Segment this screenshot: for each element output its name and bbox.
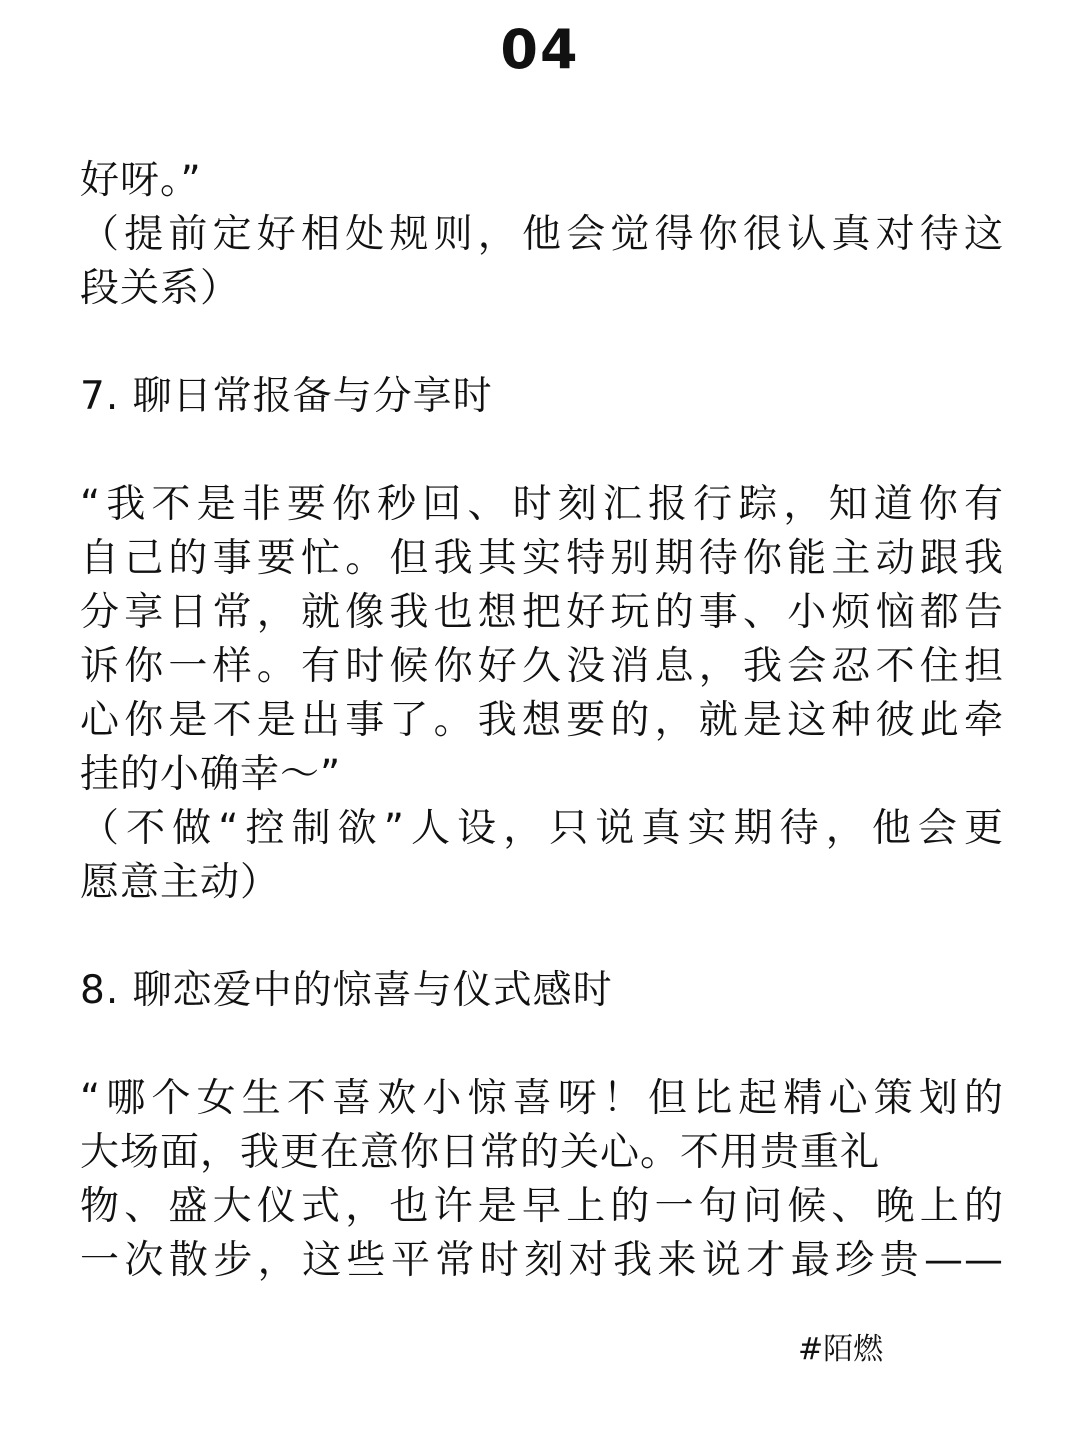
author-signature: #陌燃	[798, 1332, 884, 1367]
body-line: 物、盛大仪式，也许是早上的一句问候、晚上的	[80, 1184, 1004, 1229]
body-line: 挂的小确幸～”	[80, 752, 342, 797]
page-number: 04	[500, 18, 580, 81]
article-body	[80, 154, 1004, 1288]
body-line: （提前定好相处规则，他会觉得你很认真对待这	[80, 212, 1004, 257]
body-line: “哪个女生不喜欢小惊喜呀！但比起精心策划的	[80, 1076, 1004, 1121]
body-line: “我不是非要你秒回、时刻汇报行踪，知道你有	[80, 482, 1004, 527]
body-line: 段关系）	[80, 266, 241, 311]
body-line: 诉你一样。有时候你好久没消息，我会忍不住担	[80, 644, 1004, 689]
body-line: 大场面，我更在意你日常的关心。不用贵重礼	[80, 1130, 881, 1175]
body-line: 心你是不是出事了。我想要的，就是这种彼此牵	[80, 698, 1004, 743]
body-line: 自己的事要忙。但我其实特别期待你能主动跟我	[80, 536, 1004, 581]
section-heading-7: 7. 聊日常报备与分享时	[80, 374, 493, 419]
body-line: （不做“控制欲”人设，只说真实期待，他会更	[80, 806, 1004, 851]
body-line: 好呀。”	[80, 158, 202, 203]
section-heading-8: 8. 聊恋爱中的惊喜与仪式感时	[80, 968, 613, 1013]
body-line: 分享日常，就像我也想把好玩的事、小烦恼都告	[80, 590, 1004, 635]
body-line: 一次散步，这些平常时刻对我来说才最珍贵——	[80, 1238, 1004, 1283]
body-line: 愿意主动）	[80, 860, 281, 905]
